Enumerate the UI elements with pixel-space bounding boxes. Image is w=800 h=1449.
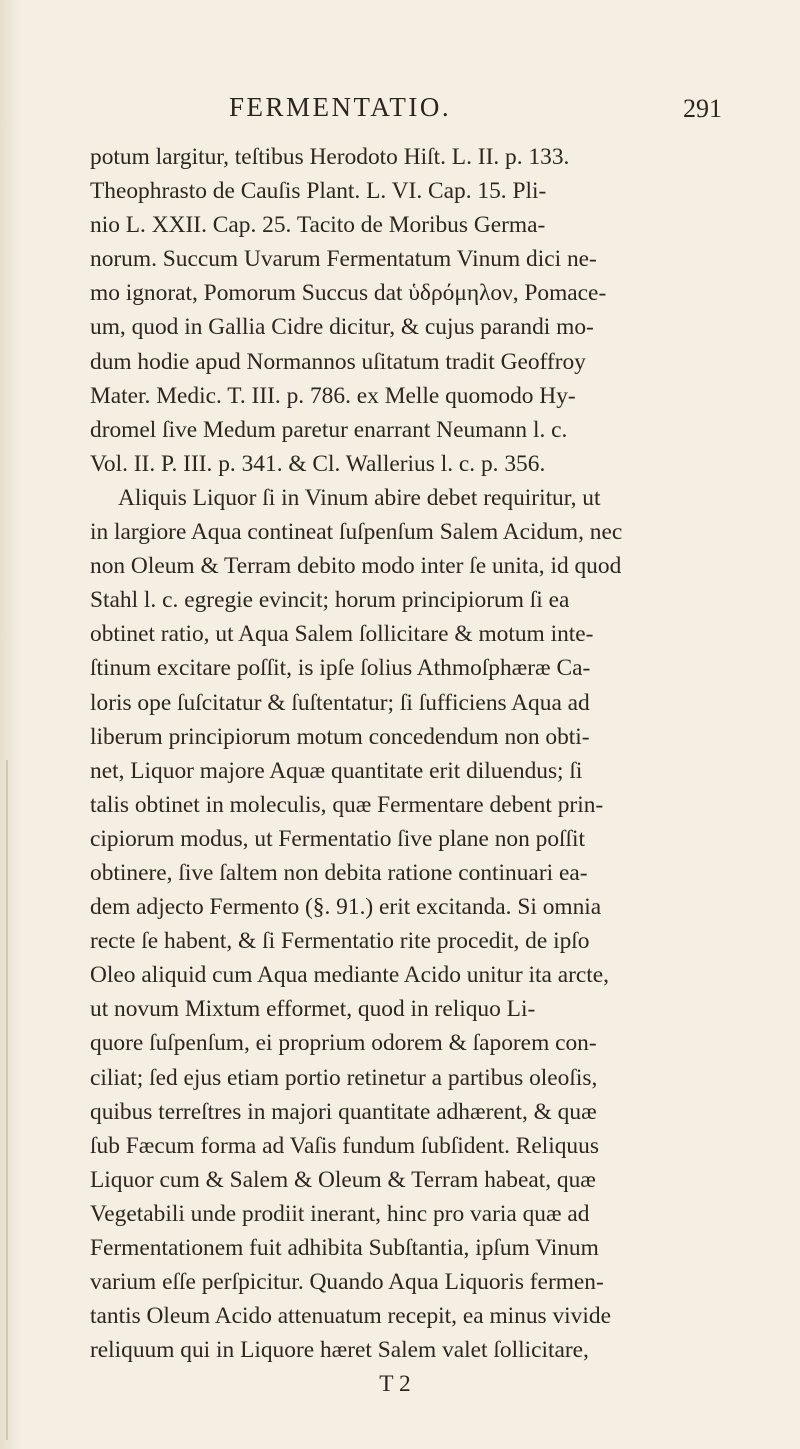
text-line: obtinet ratio, ut Aqua Salem ſollicitare & motum inte-	[90, 621, 594, 648]
text-line: Vol. II. P. III. p. 341. & Cl. Wallerius l. c. p. 356.	[90, 450, 546, 477]
text-line: Aliquis Liquor ſi in Vinum abire debet requiritur, ut	[118, 484, 601, 511]
text-line: in largiore Aqua contineat ſuſpenſum Salem Acidum, nec	[90, 519, 623, 546]
text-line: loris ope ſuſcitatur & ſuſtentatur; ſi ſufficiens Aqua ad	[90, 689, 590, 716]
text-line: dromel ſive Medum paretur enarrant Neumann l. c.	[90, 416, 568, 443]
text-line: potum largitur, teſtibus Herodoto Hiſt. L. II. p. 133.	[90, 144, 570, 170]
text-line: recte ſe habent, & ſi Fermentatio rite procedit, de ipſo	[90, 928, 590, 955]
binding-edge	[6, 760, 8, 1440]
text-line: nio L. XXII. Cap. 25. Tacito de Moribus Germa-	[90, 212, 546, 239]
text-line: ciliat; ſed ejus etiam portio retinetur a partibus oleoſis,	[90, 1064, 598, 1091]
text-line: net, Liquor majore Aquæ quantitate erit diluendus; ſi	[90, 757, 583, 784]
gutter-shadow	[0, 0, 22, 1449]
page-number: 291	[683, 94, 722, 123]
text-line: varium eſſe perſpicitur. Quando Aqua Liquoris fermen-	[90, 1269, 604, 1296]
text-line: non Oleum & Terram debito modo inter ſe unita, id quod	[90, 553, 622, 580]
text-line: Fermentationem fuit adhibita Subſtantia, ipſum Vinum	[90, 1235, 599, 1261]
text-line: mo ignorat, Pomorum Succus dat ὑδρόμηλον, Pomace-	[90, 280, 607, 307]
text-line: reliquum qui in Liquore hæret Salem valet ſollicitare,	[90, 1337, 589, 1364]
text-line: Oleo aliquid cum Aqua mediante Acido unitur ita arcte,	[90, 962, 609, 989]
text-line: talis obtinet in moleculis, quæ Fermentare debent prin-	[90, 791, 604, 818]
text-line: ſtinum excitare poſſit, is ipſe ſolius Athmoſphæræ Ca-	[90, 655, 591, 682]
text-line: obtinere, ſive ſaltem non debita ratione continuari ea-	[90, 859, 588, 886]
text-line: dum hodie apud Normannos uſitatum tradit Geoffroy	[90, 348, 586, 375]
text-line: ſub Fæcum forma ad Vaſis fundum ſubſident. Reliquus	[90, 1132, 599, 1159]
text-line: liberum principiorum motum concedendum non obti-	[90, 723, 590, 750]
catchword: T 2	[379, 1371, 411, 1398]
text-line: quibus terreſtres in majori quantitate adhærent, & quæ	[90, 1098, 597, 1125]
text-line: Theophrasto de Cauſis Plant. L. VI. Cap. 15. Pli-	[90, 178, 547, 205]
text-line: Vegetabili unde prodiit inerant, hinc pro varia quæ ad	[90, 1200, 590, 1227]
running-head: FERMENTATIO.	[229, 92, 452, 122]
text-line: Liquor cum & Salem & Oleum & Terram habeat, quæ	[90, 1166, 596, 1193]
text-line: norum. Succum Uvarum Fermentatum Vinum dici ne-	[90, 246, 597, 273]
text-line: dem adjecto Fermento (§. 91.) erit excitanda. Si omnia	[90, 894, 602, 921]
text-line: um, quod in Gallia Cidre dicitur, & cujus parandi mo-	[90, 314, 594, 341]
text-line: Mater. Medic. T. III. p. 786. ex Melle quomodo Hy-	[90, 382, 576, 409]
text-line: cipiorum modus, ut Fermentatio ſive plane non poſſit	[90, 825, 586, 852]
text-line: ut novum Mixtum efformet, quod in reliquo Li-	[90, 996, 536, 1023]
body-text	[90, 140, 780, 1401]
text-line: Stahl l. c. egregie evincit; horum principiorum ſi ea	[90, 587, 570, 614]
text-line: quore ſuſpenſum, ei proprium odorem & ſaporem con-	[90, 1030, 597, 1057]
text-line: tantis Oleum Acido attenuatum recepit, ea minus vivide	[90, 1303, 611, 1330]
